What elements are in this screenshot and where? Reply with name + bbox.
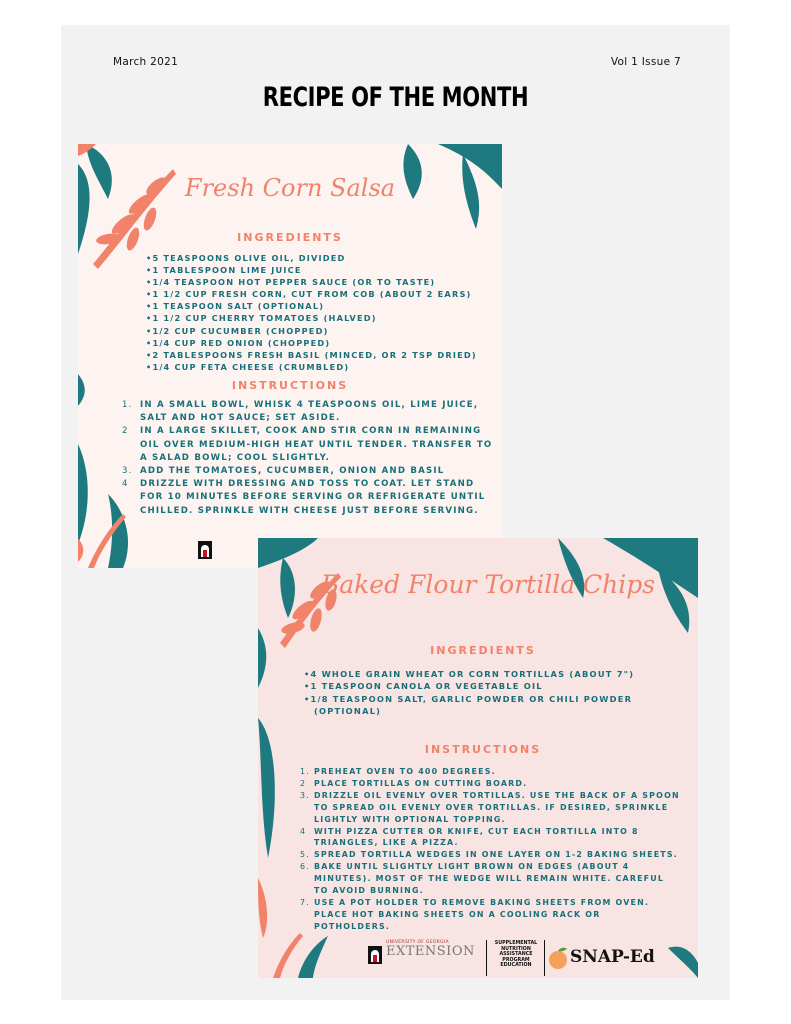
step-number: 1. bbox=[122, 400, 133, 410]
step-number: 4 bbox=[300, 826, 307, 836]
step-number: 3. bbox=[300, 790, 310, 800]
instruction-step bbox=[300, 897, 680, 933]
ingredient-item: • 1 1/2 CUP CHERRY TOMATOES (HALVED) bbox=[146, 312, 496, 324]
ingredient-item: • 1 1/2 CUP FRESH CORN, CUT FROM COB (ABOUT 2 EARS) bbox=[146, 288, 496, 300]
step-number: 2 bbox=[300, 778, 307, 788]
step-text: USE A POT HOLDER TO REMOVE BAKING SHEETS FROM OVEN. PLACE HOT BAKING SHEETS ON A COOLING RACK OR POTHOLDERS. bbox=[314, 897, 650, 931]
instruction-step bbox=[300, 861, 680, 897]
step-text: DRIZZLE WITH DRESSING AND TOSS TO COAT. LET STAND FOR 10 MINUTES BEFORE SERVING OR REFRIGERATE UNTIL CHILLED. SPRINKLE WITH CHEESE JUST BEFORE SERVING. bbox=[140, 479, 486, 516]
snap-ed-logo-text: SNAP-Ed bbox=[570, 947, 655, 967]
recipe-title: Baked Flour Tortilla Chips bbox=[320, 570, 656, 599]
ingredient-item: • 1 TEASPOON SALT (OPTIONAL) bbox=[146, 300, 496, 312]
instruction-step bbox=[300, 826, 680, 850]
step-number: 6. bbox=[300, 862, 310, 872]
step-number: 2 bbox=[122, 426, 129, 437]
ingredient-item: • 1 TABLESPOON LIME JUICE bbox=[146, 264, 496, 276]
uga-arch-icon bbox=[198, 541, 212, 559]
recipe-card-fresh-corn-salsa bbox=[78, 144, 502, 568]
page-title: RECIPE OF THE MONTH bbox=[262, 82, 529, 113]
instruction-step bbox=[122, 399, 494, 425]
ingredient-item: • 1/4 CUP FETA CHEESE (CRUMBLED) bbox=[146, 361, 496, 373]
step-text: IN A SMALL BOWL, WHISK 4 TEASPOONS OIL, LIME JUICE, SALT AND HOT SAUCE; SET ASIDE. bbox=[140, 400, 479, 424]
step-number: 1. bbox=[300, 767, 310, 776]
peach-icon bbox=[547, 946, 569, 970]
recipe-title: Fresh Corn Salsa bbox=[184, 174, 396, 202]
step-text: IN A LARGE SKILLET, COOK AND STIR CORN IN REMAINING OIL OVER MEDIUM-HIGH HEAT UNTIL TENDER. TRANSFER TO A SALAD BOWL; COOL SLIGHTLY. bbox=[140, 426, 493, 463]
step-text: SPREAD TORTILLA WEDGES IN ONE LAYER ON 1-2 BAKING SHEETS. bbox=[314, 850, 678, 860]
instructions-heading: INSTRUCTIONS bbox=[424, 743, 542, 756]
ingredients-heading: INGREDIENTS bbox=[430, 644, 536, 657]
instruction-step bbox=[122, 465, 494, 478]
snap-program-name: SUPPLEMENTAL NUTRITION ASSISTANCE PROGRAM EDUCATION bbox=[494, 941, 538, 969]
ingredient-list bbox=[146, 252, 496, 373]
instructions-heading: INSTRUCTIONS bbox=[231, 379, 349, 392]
ingredient-item: • 1 TEASPOON CANOLA OR VEGETABLE OIL bbox=[304, 680, 644, 692]
uga-arch-icon bbox=[368, 946, 382, 964]
university-name: UNIVERSITY OF GEORGIA bbox=[386, 940, 449, 945]
step-text: PLACE TORTILLAS ON CUTTING BOARD. bbox=[314, 778, 528, 788]
step-text: BAKE UNTIL SLIGHTLY LIGHT BROWN ON EDGES (ABOUT 4 MINUTES). MOST OF THE WEDGE WILL REMAIN WHITE. CAREFUL TO AVOID BURNING. bbox=[314, 862, 665, 896]
ingredient-item: • 1/4 TEASPOON HOT PEPPER SAUCE (OR TO TASTE) bbox=[146, 276, 496, 288]
instruction-step bbox=[122, 478, 494, 518]
extension-logo-text: EXTENSION bbox=[386, 944, 475, 959]
step-text: DRIZZLE OIL EVENLY OVER TORTILLAS. USE THE BACK OF A SPOON TO SPREAD OIL EVENLY OVER TORTILLAS. IF DESIRED, SPRINKLE LIGHTLY WITH OPTIONAL TOPPING. bbox=[314, 790, 680, 824]
ingredient-item: • 1/4 CUP RED ONION (CHOPPED) bbox=[146, 337, 496, 349]
instruction-step bbox=[300, 849, 680, 861]
ingredient-item: • 2 TABLESPOONS FRESH BASIL (MINCED, OR 2 TSP DRIED) bbox=[146, 349, 496, 361]
step-text: ADD THE TOMATOES, CUCUMBER, ONION AND BASIL bbox=[140, 466, 445, 477]
ingredient-item: • 4 WHOLE GRAIN WHEAT OR CORN TORTILLAS (ABOUT 7") bbox=[304, 668, 644, 680]
step-number: 3. bbox=[122, 466, 133, 477]
step-text: WITH PIZZA CUTTER OR KNIFE, CUT EACH TORTILLA INTO 8 TRIANGLES, LIKE A PIZZA. bbox=[314, 826, 639, 848]
instruction-step bbox=[300, 766, 680, 778]
newsletter-issue: Vol 1 Issue 7 bbox=[610, 56, 681, 68]
instruction-list bbox=[122, 399, 494, 518]
uga-logo bbox=[198, 541, 212, 563]
ingredient-item: • 1/8 TEASPOON SALT, GARLIC POWDER OR CHILI POWDER (OPTIONAL) bbox=[304, 693, 644, 718]
instruction-step bbox=[122, 425, 494, 465]
ingredient-item: • 1/2 CUP CUCUMBER (CHOPPED) bbox=[146, 325, 496, 337]
partner-logos bbox=[366, 940, 696, 976]
instruction-step bbox=[300, 790, 680, 826]
step-number: 5. bbox=[300, 850, 310, 860]
ingredient-item: • 5 TEASPOONS OLIVE OIL, DIVIDED bbox=[146, 252, 496, 264]
instruction-step bbox=[300, 778, 680, 790]
step-text: PREHEAT OVEN TO 400 DEGREES. bbox=[314, 767, 496, 776]
instruction-list bbox=[300, 766, 680, 933]
step-number: 4 bbox=[122, 479, 129, 490]
divider bbox=[486, 940, 487, 976]
ingredients-heading: INGREDIENTS bbox=[237, 231, 343, 244]
newsletter-date: March 2021 bbox=[113, 56, 179, 68]
step-number: 7. bbox=[300, 897, 310, 907]
recipe-card-baked-tortilla-chips bbox=[258, 538, 698, 978]
divider bbox=[544, 940, 545, 976]
ingredient-list bbox=[304, 668, 644, 718]
